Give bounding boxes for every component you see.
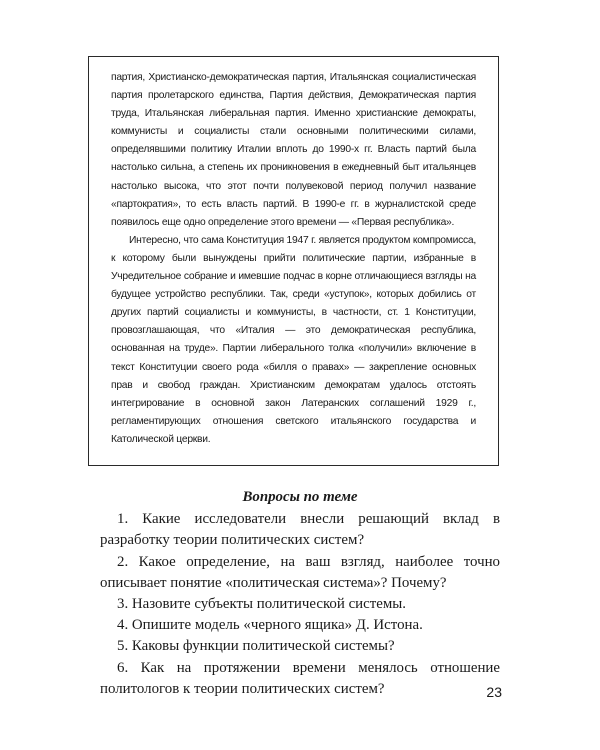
questions-heading: Вопросы по теме xyxy=(242,489,358,505)
question-item: 2. Какое определение, на ваш взгляд, наиболее точно описывает понятие «политическая система»? Почему? xyxy=(100,553,500,591)
question-item: 5. Каковы функции политической системы? xyxy=(117,638,395,655)
questions-list xyxy=(100,509,500,700)
boxed-text-frame xyxy=(88,56,499,466)
boxed-paragraph-1: партия, Христианско-демократическая партия, Итальянская социалистическая партия пролетарского единства, Партия действия, Демократическая партия труда, Итальянская либеральная партия. Именно христианские демократы, коммунисты и социалисты стали основными политическими силами, определявшими политику Италии вплоть до 1990-х гг. Власть партий была настолько сильна, а степень их проникновения в ежедневный быт итальянцев настолько высока, что этот почти полувековой период получил название «партократия», то есть власть партий. В 1990-е гг. в журналистской среде появилось еще одно определение этого времени — «Первая республика». xyxy=(111,72,476,228)
boxed-paragraph-2: Интересно, что сама Конституция 1947 г. является продуктом компромисса, к которому были вынуждены прийти политические партии, избранные в Учредительное собрание и имевшие подчас в корне отличающиеся взгляды на будущее устройство республики. Так, среди «уступок», которых добились от других партий социалисты и коммунисты, в частности, ст. 1 Конституции, провозглашающая, что «Италия — это демократическая республика, основанная на труде». Партии либерального толка «получили» включение в текст Конституции своего рода «билля о правах» — закрепление основных прав и свобод граждан. Христианским демократам удалось отстоять интегрирование в основной закон Латеранских соглашений 1929 г., регламентирующих отношения светского итальянского государства и Католической церкви. xyxy=(111,234,476,445)
question-item: 1. Какие исследователи внесли решающий вклад в разработку теории политических систем? xyxy=(100,511,500,549)
question-item: 3. Назовите субъекты политической системы. xyxy=(117,596,407,613)
question-item: 6. Как на протяжении времени менялось отношение политологов к теории политических систем? xyxy=(100,659,500,697)
page-number: 23 xyxy=(486,684,502,700)
questions-section xyxy=(100,487,500,700)
question-item: 4. Опишите модель «черного ящика» Д. Истона. xyxy=(117,617,423,634)
